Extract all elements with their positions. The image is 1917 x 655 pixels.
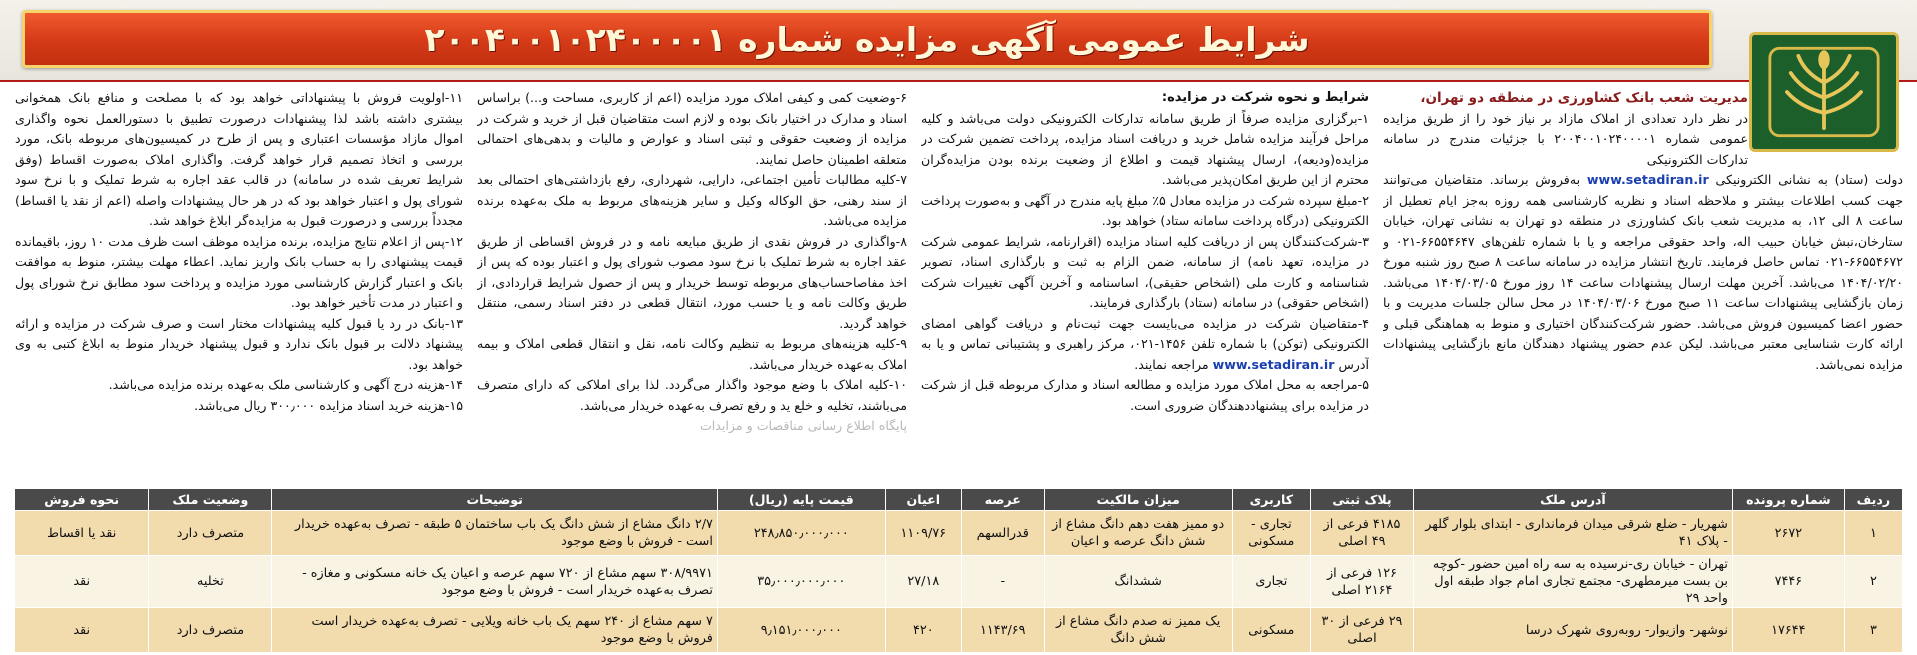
- cell-address: شهریار - ضلع شرقی میدان فرمانداری - ابتدای بلوار گلهر - پلاک ۴۱: [1413, 511, 1732, 556]
- cell-plaque: ۲۹ فرعی از ۳۰ اصلی: [1311, 608, 1414, 653]
- condition-6: ۶-وضعیت کمی و کیفی املاک مورد مزایده (اعم از کاربری، مساحت و...) براساس اسناد و مدارک در اختیار بانک بوده و لازم است متقاضیان قبل از خرید و شرکت در مزایده از وضعیت حقوقی و ثبتی اسناد و عوارض و مالیات و بدهی‌های احتمالی متعلقه اطمینان حاصل نمایند.: [477, 90, 907, 167]
- header-band: [0, 0, 1917, 82]
- col-header-status: وضعیت ملک: [149, 489, 272, 511]
- condition-13: ۱۳-بانک در رد یا قبول کلیه پیشنهادات مختار است و صرف شرکت در مزایده و ارائه پیشنهاد دلالت بر قبول بانک ندارد و قبول پیشنهاد خریدار منوط به ابلاغ کتبی به وی خواهد بود.: [15, 315, 463, 372]
- col-header-address: آدرس ملک: [1413, 489, 1732, 511]
- cell-building: ۴۲۰: [885, 608, 961, 653]
- col-header-base-price: قیمت پایه (ریال): [717, 489, 885, 511]
- col-header-sale-method: نحوه فروش: [15, 489, 149, 511]
- conditions-heading: شرایط و نحوه شرکت در مزایده:: [1161, 90, 1369, 105]
- conditions-column-1: [921, 88, 1369, 488]
- cell-building: ۲۷/۱۸: [885, 556, 961, 608]
- cell-usage: تجاری: [1232, 556, 1310, 608]
- col-header-row-index: ردیف: [1844, 489, 1902, 511]
- table-row: [15, 556, 1903, 608]
- condition-3: ۳-شرکت‌کنندگان پس از دریافت کلیه اسناد مزایده (اقرارنامه، شرایط عمومی شرکت در مزایده، تعهد نامه) از سامانه، ضمن الزام به ثبت و بارگذاری اسناد، تصویر شناسنامه و کارت ملی (اشخاص حقیقی)، اساسنامه و آخرین آگهی تغییرات شرکت (اشخاص حقوقی) در سامانه (ستاد) بارگذاری فرمایند.: [921, 233, 1369, 310]
- setadiran-link[interactable]: www.setadiran.ir: [1586, 172, 1709, 187]
- col-header-file-number: شماره پرونده: [1732, 489, 1844, 511]
- col-header-land: عرصه: [961, 489, 1044, 511]
- table-header-row: [15, 489, 1903, 511]
- col-header-description: توضیحات: [272, 489, 717, 511]
- title-banner: [22, 10, 1712, 68]
- conditions-column-2: [477, 88, 907, 488]
- condition-7: ۷-کلیه مطالبات تأمین اجتماعی، دارایی، شهرداری، رفع بازداشتی‌های احتمالی بعد از سند رهنی، حق الوکاله وکیل و سایر هزینه‌های مربوط به ملک به‌عهده برنده مزایده می‌باشد.: [477, 172, 907, 228]
- cell-description: ۳۰۸/۹۹۷۱ سهم مشاع از ۷۲۰ سهم عرصه و اعیان یک خانه مسکونی و مغازه - تصرف به‌عهده خریدار است - فروش با وضع موجود: [272, 556, 717, 608]
- col-header-building: اعیان: [885, 489, 961, 511]
- condition-12: ۱۲-پس از اعلام نتایج مزایده، برنده مزایده موظف است ظرف مدت ۱۰ روز، باقیمانده قیمت پیشنهادی را به حساب بانک واریز نماید. اعطاء مهلت بیشتر، منوط به موافقت بانک و اعتبار گزارش کارشناسی مورد مزایده و پرداخت سود مطابق نرخ شورای پول و اعتبار در مدت تأخیر خواهد بود.: [15, 233, 463, 310]
- cell-row-index: ۲: [1844, 556, 1902, 608]
- condition-10: ۱۰-کلیه املاک با وضع موجود واگذار می‌گردد. لذا برای املاکی که دارای متصرف می‌باشند، تخلیه و خلع ید و رفع تصرف به‌عهده خریدار می‌باشد.: [477, 377, 907, 413]
- condition-4: [921, 314, 1369, 376]
- condition-8: ۸-واگذاری در فروش نقدی از طریق مبایعه نامه و در فروش اقساطی از طریق عقد اجاره به شرط تملیک با نرخ سود مصوب شورای پول و اعتبار بوده که پس از اخذ مفاصاحساب‌های مربوطه توسط خریدار و پس از حصول شرایط قراردادی، از طریق وکالت نامه و یا حسب مورد، انتقال قطعی در دفتر اسناد رسمی، منتقل خواهد گردید.: [477, 233, 907, 331]
- condition-4-tail: مراجعه نمایند.: [1134, 356, 1209, 372]
- intro-text-b: [1383, 170, 1903, 375]
- cell-usage: تجاری - مسکونی: [1232, 511, 1310, 556]
- table-row: [15, 511, 1903, 556]
- cell-base-price: ۲۴۸٫۸۵۰٫۰۰۰٫۰۰۰: [717, 511, 885, 556]
- cell-row-index: ۳: [1844, 608, 1902, 653]
- condition-2: ۲-مبلغ سپرده شرکت در مزایده معادل ۵٪ مبلغ پایه مندرج در آگهی و به‌صورت پرداخت الکترونیکی (درگاه پرداخت سامانه ستاد) خواهد بود.: [921, 192, 1369, 228]
- condition-1: ۱-برگزاری مزایده صرفاً از طریق سامانه تدارکات الکترونیکی دولت می‌باشد و کلیه مراحل فرآیند مزایده شامل خرید و دریافت اسناد مزایده، پرداخت تضمین شرکت در مزایده(ودیعه)، ارسال پیشنهاد قیمت و اطلاع از وضعیت برنده بودن مزایده‌گران محترم از این طریق امکان‌پذیر می‌باشد.: [921, 110, 1369, 187]
- cell-plaque: ۴۱۸۵ فرعی از ۴۹ اصلی: [1311, 511, 1414, 556]
- page-title: شرایط عمومی آگهی مزایده شماره ۲۰۰۴۰۰۱۰۲۴۰۰۰۰۱: [424, 19, 1310, 59]
- cell-file-number: ۷۴۴۶: [1732, 556, 1844, 608]
- condition-5: ۵-مراجعه به محل املاک مورد مزایده و مطالعه اسناد و مدارک مربوطه قبل از شرکت در مزایده برای پیشنهاددهندگان ضروری است.: [921, 377, 1369, 413]
- cell-description: ۲/۷ دانگ مشاع از شش دانگ یک باب ساختمان ۵ طبقه - تصرف به‌عهده خریدار است - فروش با وضع موجود: [272, 511, 717, 556]
- properties-table: [14, 488, 1903, 653]
- cell-sale-method: نقد یا اقساط: [15, 511, 149, 556]
- cell-base-price: ۳۵٫۰۰۰٫۰۰۰٫۰۰۰: [717, 556, 885, 608]
- col-header-ownership: میزان مالکیت: [1044, 489, 1232, 511]
- conditions-column-3: [15, 88, 463, 488]
- cell-row-index: ۱: [1844, 511, 1902, 556]
- cell-ownership: ششدانگ: [1044, 556, 1232, 608]
- cell-sale-method: نقد: [15, 556, 149, 608]
- cell-file-number: ۱۷۶۴۴: [1732, 608, 1844, 653]
- condition-9: ۹-کلیه هزینه‌های مربوط به تنظیم وکالت نامه، نقل و انتقال قطعی املاک و بیمه املاک به‌عهده خریدار می‌باشد.: [477, 336, 907, 372]
- intro-text-b-label: دولت (ستاد) به نشانی الکترونیکی: [1715, 172, 1903, 187]
- cell-base-price: ۹٫۱۵۱٫۰۰۰٫۰۰۰: [717, 608, 885, 653]
- col-header-plaque: پلاک ثبتی: [1311, 489, 1414, 511]
- table-row: [15, 608, 1903, 653]
- col-header-usage: کاربری: [1232, 489, 1310, 511]
- condition-15: ۱۵-هزینه خرید اسناد مزایده ۳۰۰٫۰۰۰ ریال می‌باشد.: [194, 397, 463, 413]
- cell-plaque: ۱۲۶ فرعی از ۲۱۶۴ اصلی: [1311, 556, 1414, 608]
- condition-11: ۱۱-اولویت فروش با پیشنهاداتی خواهد بود که با مصلحت و منافع بانک همخوانی بیشتری داشته باشد لذا پیشنهادات درصورت تطبیق با دستورالعمل نحوه واگذاری اموال مازاد مؤسسات اعتباری و پس از طرح در کمیسیون‌های مربوطه بانک، مورد بررسی و اتخاذ تصمیم قرار خواهد گرفت. واگذاری املاک به‌صورت اقساط (وفق شرایط تعریف شده در سامانه) در قالب عقد اجاره به شرط تملیک و با نرخ سود شورای پول و اعتبار خواهد بود که در هر حال پیشنهادات واصله (اعم از نقد یا اقساط) مجدداً بررسی و درصورت قبول به مزایده‌گر ابلاغ خواهد شد.: [15, 90, 463, 228]
- cell-status: متصرف دارد: [149, 511, 272, 556]
- cell-status: تخلیه: [149, 556, 272, 608]
- cell-land: -: [961, 556, 1044, 608]
- cell-address: نوشهر- وازیوار- روبه‌روی شهرک درسا: [1413, 608, 1732, 653]
- cell-address: تهران - خیابان ری-نرسیده به سه راه امین حضور -کوچه بن بست میرمطهری- مجتمع تجاری امام جواد طبقه اول واحد ۲۹: [1413, 556, 1732, 608]
- cell-ownership: دو ممیز هفت دهم دانگ مشاع از شش دانگ عرصه و اعیان: [1044, 511, 1232, 556]
- intro-text-c: به‌فروش برساند. متقاضیان می‌توانند جهت کسب اطلاعات بیشتر و ملاحظه اسناد و نظریه کارشناسی همه روزه به‌جز ایام تعطیل از ساعت ۸ الی ۱۲، به مدیریت شعب بانک کشاورزی در منطقه دو تهران به نشانی تهران، خیابان ستارخان،نبش خیابان حبیب اله، واحد حقوقی مراجعه و یا با شماره تلفن‌های ۶۶۵۵۴۶۴۷-۰۲۱ و ۶۶۵۵۴۶۷۲-۰۲۱ تماس حاصل فرمایند. تاریخ انتشار مزایده در سامانه ساعت ۸ صبح روز شنبه مورخ ۱۴۰۴/۰۲/۲۰ می‌باشد. آخرین مهلت ارسال پیشنهادات ساعت ۱۴ روز مورخ ۱۴۰۴/۰۳/۰۵ می‌باشد. زمان بازگشایی پیشنهادات ساعت ۱۱ صبح مورخ ۱۴۰۴/۰۳/۰۶ در محل سالن جلسات مدیریت و با حضور اعضا کمیسیون فروش می‌باشد. حضور شرکت‌کنندگان اختیاری و منوط به هماهنگی قبلی و ارائه کارت شناسایی معتبر می‌باشد. لیکن عدم حضور پیشنهاد دهندگان مانع بازگشایی پیشنهادات مزایده نمی‌باشد.: [1383, 172, 1903, 372]
- cell-file-number: ۲۶۷۲: [1732, 511, 1844, 556]
- cell-ownership: یک ممیز نه صدم دانگ مشاع از شش دانگ: [1044, 608, 1232, 653]
- cell-land: قدرالسهم: [961, 511, 1044, 556]
- cell-building: ۱۱۰۹/۷۶: [885, 511, 961, 556]
- intro-column: [1383, 88, 1903, 488]
- department-name: مدیریت شعب بانک کشاورزی در منطقه دو تهران،: [1420, 90, 1748, 106]
- cell-sale-method: نقد: [15, 608, 149, 653]
- cell-land: ۱۱۴۳/۶۹: [961, 608, 1044, 653]
- watermark-text: پایگاه اطلاع رسانی مناقصات و مزایدات: [699, 418, 907, 433]
- cell-status: متصرف دارد: [149, 608, 272, 653]
- condition-4-text: ۴-متقاضیان شرکت در مزایده می‌بایست جهت ثبت‌نام و دریافت گواهی امضای الکترونیکی (توکن) با شماره تلفن ۱۴۵۶-۰۲۱، مرکز راهبری و پشتیبانی تماس و یا به آدرس: [921, 315, 1369, 372]
- setadiran-link-2[interactable]: www.setadiran.ir: [1212, 356, 1335, 372]
- cell-usage: مسکونی: [1232, 608, 1310, 653]
- cell-description: ۷ سهم مشاع از ۲۴۰ سهم یک باب خانه ویلایی - تصرف به‌عهده خریدار است فروش با وضع موجود: [272, 608, 717, 653]
- intro-text-a: در نظر دارد تعدادی از املاک مازاد بر نیاز خود را از طریق مزایده عمومی شماره ۲۰۰۴۰۰۱۰۲۴۰۰۰۰۱ با جزئیات مندرج در سامانه تدارکات الکترونیکی: [1383, 110, 1748, 167]
- condition-14: ۱۴-هزینه درج آگهی و کارشناسی ملک به‌عهده برنده مزایده می‌باشد.: [108, 377, 463, 392]
- properties-table-wrap: [14, 488, 1903, 648]
